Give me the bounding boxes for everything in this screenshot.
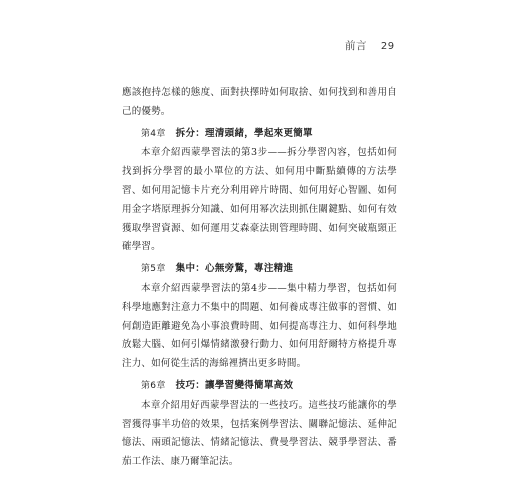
chapter-4-heading [122, 125, 397, 144]
chapter-6-summary: 本章介紹用好西蒙學習法的一些技巧。這些技巧能讓你的學習獲得事半功倍的效果，包括案例學習法、關聯記憶法、延伸記憶法、兩頭記憶法、情緒記憶法、費曼學習法、競爭學習法、番茄工作法、康乃爾筆記法。 [122, 399, 397, 468]
chapter-6-heading [122, 377, 397, 396]
chapter-5-title: 集中：心無旁騖，專注精進 [175, 263, 294, 275]
chapter-4-title: 拆分：理清頭緒，學起來更簡單 [175, 127, 313, 139]
chapter-5-heading [122, 260, 397, 279]
chapter-5-label: 第5章 [141, 264, 166, 275]
paragraph-continuation: 應該抱持怎樣的態度、面對抉擇時如何取捨、如何找到和善用自己的優勢。 [122, 87, 397, 117]
chapter-6-label: 第6章 [141, 380, 166, 391]
running-head [345, 38, 395, 53]
chapter-6-title: 技巧：讓學習變得簡單高效 [175, 379, 294, 391]
chapter-5-summary: 本章介紹西蒙學習法的第4步——集中精力學習，包括如何科學地應對注意力不集中的問題、如何養成專注做事的習慣、如何創造距離避免為小事浪費時間、如何提高專注力、如何科學地放鬆大腦、如何引爆情緒激發行動力、如何用舒爾特方格提升專注力、如何從生活的海綿裡擠出更多時間。 [122, 282, 397, 370]
chapter-4-summary: 本章介紹西蒙學習法的第3步——拆分學習內容，包括如何找到拆分學習的最小單位的方法、如何用中斷點續傳的方法學習、如何用記憶卡片充分利用碎片時間、如何用好心智圖、如何用金字塔原理拆分知識、如何用幂次法則抓住關鍵點、如何有效獲取學習資源、如何運用艾森豪法則管理時間、如何突破瓶頸正確學習。 [122, 147, 397, 253]
body-text [122, 84, 397, 472]
page-number: 29 [380, 41, 395, 52]
running-head-title: 前言 [345, 40, 367, 52]
chapter-4-label: 第4章 [141, 128, 166, 139]
